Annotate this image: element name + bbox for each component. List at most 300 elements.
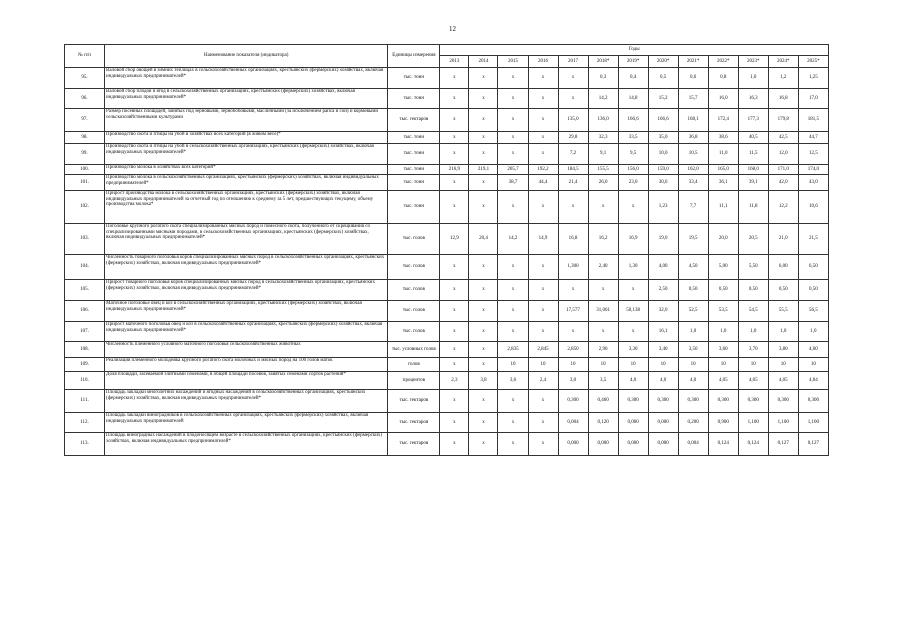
row-number: 101. xyxy=(65,175,105,191)
table-row xyxy=(65,372,829,390)
value-cell: 3,30 xyxy=(618,342,648,358)
row-number: 109. xyxy=(65,358,105,372)
value-cell: 10 xyxy=(708,358,738,372)
value-cell: 20,5 xyxy=(738,224,768,255)
value-cell: 0,200 xyxy=(678,413,708,433)
value-cell: 1,0 xyxy=(738,68,768,89)
year-header: 2020* xyxy=(648,56,678,68)
value-cell: 1,0 xyxy=(708,322,738,342)
header-years: Годы xyxy=(440,45,829,56)
value-cell: 10,5 xyxy=(678,144,708,165)
value-cell: x xyxy=(469,433,498,456)
value-cell: 166,6 xyxy=(648,109,678,132)
value-cell: 168,0 xyxy=(738,165,768,175)
value-cell: 184,5 xyxy=(558,165,588,175)
value-cell: 12,2 xyxy=(768,191,798,224)
value-cell: x xyxy=(469,413,498,433)
value-cell: 0,120 xyxy=(588,413,618,433)
indicator-name: Численность племенного условного маточного поголовья сельскохозяйственных животных xyxy=(105,342,388,358)
row-number: 103. xyxy=(65,224,105,255)
value-cell: x xyxy=(498,301,528,322)
value-cell: 135,0 xyxy=(558,109,588,132)
page-number: 12 xyxy=(449,25,456,33)
row-number: 106. xyxy=(65,301,105,322)
value-cell: 4,00 xyxy=(648,255,678,280)
value-cell: 16,9 xyxy=(618,224,648,255)
value-cell: x xyxy=(498,144,528,165)
value-cell: x xyxy=(498,280,528,301)
value-cell: x xyxy=(498,322,528,342)
value-cell: 0,000 xyxy=(618,433,648,456)
value-cell: 11,8 xyxy=(738,191,768,224)
value-cell: x xyxy=(469,255,498,280)
value-cell: 2,4 xyxy=(528,372,558,390)
value-cell: x xyxy=(469,89,498,109)
value-cell: 16,0 xyxy=(708,89,738,109)
unit-of-measure: тыс. голов xyxy=(388,322,440,342)
unit-of-measure: тыс. тонн xyxy=(388,191,440,224)
value-cell: x xyxy=(440,68,469,89)
value-cell: x xyxy=(528,191,558,224)
year-header: 2013 xyxy=(440,56,469,68)
value-cell: x xyxy=(440,342,469,358)
row-number: 113. xyxy=(65,433,105,456)
row-number: 102. xyxy=(65,191,105,224)
value-cell: 44,4 xyxy=(528,175,558,191)
value-cell: 14,2 xyxy=(498,224,528,255)
row-number: 108. xyxy=(65,342,105,358)
table-row xyxy=(65,358,829,372)
indicator-name: Поголовье крупного рогатого скота специализированных мясных пород и помесного скота, полученного от скрещивания со специализированными мясными породами, в сельскохозяйственных организациях, крестьянских (фермерских) хозяйствах, включая индивидуальных предпринимателей* xyxy=(105,224,388,255)
value-cell: 23,0 xyxy=(618,175,648,191)
value-cell: 5,50 xyxy=(738,255,768,280)
value-cell: 0,300 xyxy=(798,390,828,413)
value-cell: 11,5 xyxy=(738,144,768,165)
value-cell: 11,0 xyxy=(708,144,738,165)
value-cell: 0,000 xyxy=(648,413,678,433)
table-row xyxy=(65,301,829,322)
value-cell: 9,1 xyxy=(588,144,618,165)
value-cell: 177,3 xyxy=(738,109,768,132)
indicator-name: Численность товарного поголовья коров специализированных мясных пород в сельскохозяйственных организациях, крестьянских (фермерских) хозяйствах, включая индивидуальных предпринимателей* xyxy=(105,255,388,280)
value-cell: x xyxy=(440,109,469,132)
value-cell: 0,127 xyxy=(768,433,798,456)
value-cell: x xyxy=(498,109,528,132)
value-cell: 0,004 xyxy=(558,413,588,433)
value-cell: 20,4 xyxy=(469,224,498,255)
row-number: 111. xyxy=(65,390,105,413)
row-number: 104. xyxy=(65,255,105,280)
value-cell: 21,4 xyxy=(558,175,588,191)
value-cell: 10,0 xyxy=(648,144,678,165)
value-cell: 50,138 xyxy=(618,301,648,322)
value-cell: 10,6 xyxy=(798,191,828,224)
value-cell: 0,50 xyxy=(798,280,828,301)
value-cell: 15,2 xyxy=(648,89,678,109)
value-cell: 40,5 xyxy=(738,132,768,144)
year-header: 2021* xyxy=(678,56,708,68)
row-number: 112. xyxy=(65,413,105,433)
value-cell: x xyxy=(440,175,469,191)
value-cell: 14,8 xyxy=(618,89,648,109)
value-cell: 1,2 xyxy=(768,68,798,89)
unit-of-measure: тыс. голов xyxy=(388,301,440,322)
value-cell: 44,7 xyxy=(798,132,828,144)
unit-of-measure: тыс. тонн xyxy=(388,165,440,175)
value-cell: 171,0 xyxy=(768,165,798,175)
value-cell: 1,0 xyxy=(798,322,828,342)
value-cell: x xyxy=(469,390,498,413)
value-cell: x xyxy=(469,301,498,322)
value-cell: 19,0 xyxy=(648,224,678,255)
table-row xyxy=(65,144,829,165)
value-cell: 1,0 xyxy=(678,322,708,342)
value-cell: 9,5 xyxy=(618,144,648,165)
value-cell: x xyxy=(528,144,558,165)
value-cell: 168,1 xyxy=(678,109,708,132)
value-cell: x xyxy=(618,322,648,342)
value-cell: x xyxy=(588,280,618,301)
value-cell: 166,6 xyxy=(618,109,648,132)
value-cell: 0,000 xyxy=(558,433,588,456)
value-cell: 42,0 xyxy=(768,175,798,191)
value-cell: 4,05 xyxy=(708,372,738,390)
unit-of-measure: тыс. условных голов xyxy=(388,342,440,358)
value-cell: x xyxy=(558,68,588,89)
value-cell: 12,9 xyxy=(440,224,469,255)
value-cell: 155,5 xyxy=(588,165,618,175)
value-cell: 17,577 xyxy=(558,301,588,322)
table-row xyxy=(65,390,829,413)
value-cell: 0,300 xyxy=(768,390,798,413)
value-cell: 21,5 xyxy=(798,224,828,255)
value-cell: 42,5 xyxy=(768,132,798,144)
value-cell: 30,6 xyxy=(648,175,678,191)
value-cell: x xyxy=(498,132,528,144)
value-cell: x xyxy=(469,144,498,165)
table-body xyxy=(65,68,829,456)
value-cell: 1,100 xyxy=(768,413,798,433)
value-cell: x xyxy=(469,132,498,144)
value-cell: 3,5 xyxy=(588,372,618,390)
value-cell: 2,3 xyxy=(440,372,469,390)
value-cell: 10 xyxy=(558,358,588,372)
unit-of-measure: голов xyxy=(388,358,440,372)
value-cell: 0,50 xyxy=(708,280,738,301)
year-header: 2018* xyxy=(588,56,618,68)
value-cell: x xyxy=(440,322,469,342)
value-cell: 1,30 xyxy=(618,255,648,280)
indicator-name: Прирост товарного поголовья коров специализированных мясных пород в сельскохозяйственных организациях, крестьянских (фермерских) хозяйствах, включая индивидуальных предпринимателей* xyxy=(105,280,388,301)
value-cell: x xyxy=(440,301,469,322)
value-cell: 0,300 xyxy=(708,390,738,413)
value-cell: 38,6 xyxy=(708,132,738,144)
value-cell: 35,0 xyxy=(648,132,678,144)
value-cell: 6,50 xyxy=(798,255,828,280)
year-header: 2017 xyxy=(558,56,588,68)
value-cell: 174,0 xyxy=(798,165,828,175)
value-cell: 165,0 xyxy=(708,165,738,175)
value-cell: 205,7 xyxy=(498,165,528,175)
value-cell: 0,000 xyxy=(648,433,678,456)
table-row xyxy=(65,433,829,456)
value-cell: 10 xyxy=(768,358,798,372)
value-cell: 6,00 xyxy=(768,255,798,280)
value-cell: x xyxy=(558,280,588,301)
indicator-name: Прирост производства молока в сельскохозяйственных организациях, крестьянских (фермерских) хозяйствах, включая индивидуальных предпринимателей за отчетный год по отношению к среднему за 5 лет, предшествующих текущему, объему производства молока* xyxy=(105,191,388,224)
value-cell: 1,100 xyxy=(738,413,768,433)
value-cell: 1,100 xyxy=(798,413,828,433)
unit-of-measure: тыс. тонн xyxy=(388,68,440,89)
value-cell: 10 xyxy=(738,358,768,372)
table-row xyxy=(65,342,829,358)
value-cell: 39,1 xyxy=(738,175,768,191)
value-cell: x xyxy=(588,322,618,342)
value-cell: x xyxy=(588,191,618,224)
value-cell: 7,2 xyxy=(558,144,588,165)
value-cell: 3,8 xyxy=(469,372,498,390)
unit-of-measure: тыс. тонн xyxy=(388,175,440,191)
table-row xyxy=(65,175,829,191)
value-cell: 4,0 xyxy=(678,372,708,390)
value-cell: 1,25 xyxy=(798,68,828,89)
unit-of-measure: тыс. гектаров xyxy=(388,433,440,456)
indicator-name: Валовой сбор плодов и ягод в сельскохозяйственных организациях, крестьянских (фермерских) хозяйствах, включая индивидуальных предпринимателей* xyxy=(105,89,388,109)
year-header: 2016 xyxy=(528,56,558,68)
value-cell: 2,835 xyxy=(498,342,528,358)
row-number: 110. xyxy=(65,372,105,390)
value-cell: 43,0 xyxy=(798,175,828,191)
value-cell: x xyxy=(528,68,558,89)
indicator-name: Производство молока в сельскохозяйственных организациях, крестьянских (фермерских) хозяйствах, включая индивидуальных предпринимателей* xyxy=(105,175,388,191)
value-cell: 156,0 xyxy=(618,165,648,175)
unit-of-measure: тыс. голов xyxy=(388,280,440,301)
row-number: 97. xyxy=(65,109,105,132)
value-cell: 3,0 xyxy=(558,372,588,390)
value-cell: 3,60 xyxy=(708,342,738,358)
value-cell: 10 xyxy=(528,358,558,372)
table-row xyxy=(65,132,829,144)
value-cell: x xyxy=(558,322,588,342)
table-row xyxy=(65,224,829,255)
value-cell: 192,2 xyxy=(528,165,558,175)
value-cell: 0,124 xyxy=(738,433,768,456)
value-cell: 0,000 xyxy=(588,433,618,456)
value-cell: x xyxy=(469,191,498,224)
value-cell: 0,8 xyxy=(708,68,738,89)
value-cell: 2,50 xyxy=(648,280,678,301)
value-cell: x xyxy=(440,132,469,144)
value-cell: 4,0 xyxy=(648,372,678,390)
value-cell: 10 xyxy=(648,358,678,372)
value-cell: 181,5 xyxy=(798,109,828,132)
value-cell: x xyxy=(469,358,498,372)
value-cell: 0,5 xyxy=(648,68,678,89)
unit-of-measure: тыс. голов xyxy=(388,255,440,280)
value-cell: x xyxy=(440,280,469,301)
value-cell: x xyxy=(469,280,498,301)
value-cell: 162,0 xyxy=(678,165,708,175)
indicator-name: Площадь закладки виноградников в сельскохозяйственных организациях, крестьянских (фермерских) хозяйствах, включая индивидуальных предпринимателей xyxy=(105,413,388,433)
value-cell: 38,7 xyxy=(498,175,528,191)
value-cell: x xyxy=(469,342,498,358)
value-cell: 14,9 xyxy=(528,224,558,255)
value-cell: 10 xyxy=(618,358,648,372)
indicator-name: Производство скота и птицы на убой в сельскохозяйственных организациях, крестьянских (фермерских) хозяйствах, включая индивидуальных предпринимателей* xyxy=(105,144,388,165)
indicator-name: Маточное поголовье овец и коз в сельскохозяйственных организациях, крестьянских (фермерских) хозяйствах, включая индивидуальных предпринимателей* xyxy=(105,301,388,322)
value-cell: 1,300 xyxy=(558,255,588,280)
value-cell: 0,004 xyxy=(678,433,708,456)
value-cell: 21,0 xyxy=(768,224,798,255)
value-cell: x xyxy=(469,109,498,132)
value-cell: 17,0 xyxy=(798,89,828,109)
value-cell: 0,50 xyxy=(738,280,768,301)
value-cell: x xyxy=(528,89,558,109)
value-cell: 12,0 xyxy=(768,144,798,165)
value-cell: 0,127 xyxy=(798,433,828,456)
value-cell: 32,0 xyxy=(648,301,678,322)
value-cell: 136,0 xyxy=(588,109,618,132)
value-cell: x xyxy=(440,255,469,280)
value-cell: 16,8 xyxy=(558,224,588,255)
unit-of-measure: тыс. гектаров xyxy=(388,413,440,433)
value-cell: x xyxy=(440,89,469,109)
value-cell: 52,5 xyxy=(678,301,708,322)
value-cell: x xyxy=(498,191,528,224)
table-row xyxy=(65,413,829,433)
value-cell: 16,8 xyxy=(768,89,798,109)
value-cell: 4,00 xyxy=(798,342,828,358)
table-row xyxy=(65,255,829,280)
year-header: 2019* xyxy=(618,56,648,68)
value-cell: 10 xyxy=(798,358,828,372)
value-cell: 36,8 xyxy=(678,132,708,144)
value-cell: 4,05 xyxy=(738,372,768,390)
value-cell: x xyxy=(469,175,498,191)
value-cell: 1,23 xyxy=(648,191,678,224)
value-cell: 53,5 xyxy=(708,301,738,322)
value-cell: 0,4 xyxy=(618,68,648,89)
row-number: 99. xyxy=(65,144,105,165)
indicator-name: Прирост маточного поголовья овец и коз в сельскохозяйственных организациях, крестьянских (фермерских) хозяйствах, включая индивидуальных предпринимателей* xyxy=(105,322,388,342)
value-cell: x xyxy=(528,280,558,301)
unit-of-measure: тыс. тонн xyxy=(388,132,440,144)
row-number: 96. xyxy=(65,89,105,109)
header-unit: Единицы измерения xyxy=(388,45,440,68)
value-cell: x xyxy=(440,390,469,413)
indicator-name: Валовой сбор овощей в зимних теплицах в сельскохозяйственных организациях, крестьянских (фермерских) хозяйствах, включая индивидуальных предпринимателей* xyxy=(105,68,388,89)
header-name: Наименование показателя (индикатора) xyxy=(105,45,388,68)
value-cell: x xyxy=(528,413,558,433)
value-cell: x xyxy=(440,413,469,433)
table-row xyxy=(65,68,829,89)
value-cell: x xyxy=(498,68,528,89)
value-cell: x xyxy=(618,191,648,224)
value-cell: 3,70 xyxy=(738,342,768,358)
unit-of-measure: тыс. тонн xyxy=(388,144,440,165)
value-cell: 0,3 xyxy=(588,68,618,89)
value-cell: 0,460 xyxy=(588,390,618,413)
value-cell: x xyxy=(528,433,558,456)
value-cell: 5,00 xyxy=(708,255,738,280)
value-cell: x xyxy=(618,280,648,301)
value-cell: x xyxy=(440,358,469,372)
value-cell: x xyxy=(498,255,528,280)
value-cell: 36,1 xyxy=(708,175,738,191)
value-cell: 0,300 xyxy=(678,390,708,413)
unit-of-measure: тыс. голов xyxy=(388,224,440,255)
value-cell: 10 xyxy=(588,358,618,372)
value-cell: 33,5 xyxy=(618,132,648,144)
value-cell: x xyxy=(498,433,528,456)
value-cell: 3,80 xyxy=(768,342,798,358)
value-cell: 12,5 xyxy=(798,144,828,165)
value-cell: x xyxy=(528,390,558,413)
value-cell: 0,124 xyxy=(708,433,738,456)
value-cell: 14,2 xyxy=(588,89,618,109)
unit-of-measure: тыс. гектаров xyxy=(388,390,440,413)
indicator-name: Площадь закладки многолетних насаждений и ягодных насаждений в сельскохозяйственных организациях, крестьянских (фермерских) хозяйствах, включая индивидуальных предпринимателей* xyxy=(105,390,388,413)
value-cell: 33,4 xyxy=(678,175,708,191)
year-header: 2022* xyxy=(708,56,738,68)
row-number: 100. xyxy=(65,165,105,175)
value-cell: 179,8 xyxy=(768,109,798,132)
indicator-name: Размер посевных площадей, занятых под зерновыми, зернобобовыми, масличными (за исключением рапса и сои) и кормовыми сельскохозяйственными культурами xyxy=(105,109,388,132)
row-number: 105. xyxy=(65,280,105,301)
row-number: 95. xyxy=(65,68,105,89)
value-cell: 16,2 xyxy=(588,224,618,255)
table-row xyxy=(65,191,829,224)
value-cell: x xyxy=(469,68,498,89)
value-cell: 3,50 xyxy=(678,342,708,358)
value-cell: 2,845 xyxy=(528,342,558,358)
value-cell: 0,300 xyxy=(648,390,678,413)
value-cell: 0,000 xyxy=(618,413,648,433)
year-header: 2025* xyxy=(798,56,828,68)
value-cell: 0,900 xyxy=(708,413,738,433)
value-cell: 2,90 xyxy=(588,342,618,358)
value-cell: 11,1 xyxy=(708,191,738,224)
table-row xyxy=(65,280,829,301)
value-cell: 16,3 xyxy=(738,89,768,109)
value-cell: x xyxy=(528,109,558,132)
indicator-name: Производство скота и птицы на убой в хозяйствах всех категорий (в живом весе)* xyxy=(105,132,388,144)
indicator-name: Доля площади, засеваемой элитными семенами, в общей площади посевов, занятых семенами сортов растений* xyxy=(105,372,388,390)
value-cell: 2,850 xyxy=(558,342,588,358)
value-cell: 15,7 xyxy=(678,89,708,109)
value-cell: x xyxy=(558,89,588,109)
value-cell: x xyxy=(469,322,498,342)
value-cell: 1,0 xyxy=(738,322,768,342)
value-cell: 1,0 xyxy=(768,322,798,342)
value-cell: 20,0 xyxy=(708,224,738,255)
row-number: 98. xyxy=(65,132,105,144)
table-row xyxy=(65,322,829,342)
value-cell: 0,300 xyxy=(618,390,648,413)
value-cell: 219,1 xyxy=(469,165,498,175)
value-cell: x xyxy=(528,132,558,144)
value-cell: x xyxy=(440,191,469,224)
value-cell: 0,300 xyxy=(738,390,768,413)
value-cell: x xyxy=(558,191,588,224)
value-cell: 216,9 xyxy=(440,165,469,175)
indicator-name: Площадь виноградных насаждений в плодоносящем возрасте в сельскохозяйственных организациях, крестьянских (фермерских) хозяйствах, включая индивидуальных предпринимателей* xyxy=(105,433,388,456)
value-cell: 0,300 xyxy=(558,390,588,413)
unit-of-measure: тыс. гектаров xyxy=(388,109,440,132)
value-cell: 172,4 xyxy=(708,109,738,132)
value-cell: x xyxy=(440,144,469,165)
value-cell: 19,5 xyxy=(678,224,708,255)
